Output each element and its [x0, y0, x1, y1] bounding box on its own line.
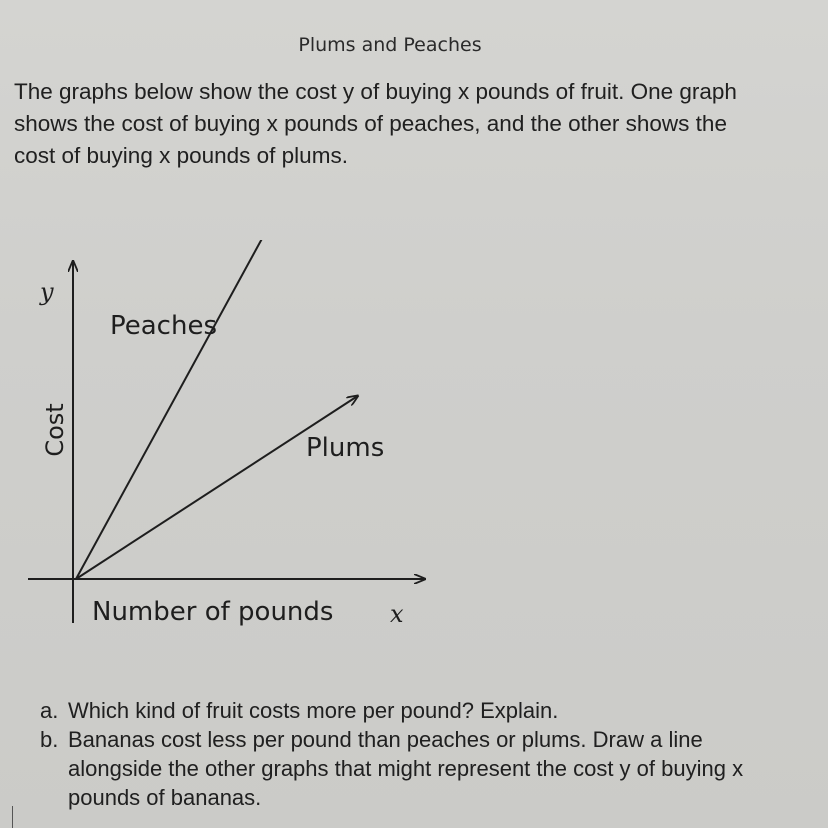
question-a — [40, 696, 800, 725]
series-line-peaches — [76, 240, 272, 579]
series-label-plums: Plums — [306, 433, 385, 463]
question-b — [40, 725, 800, 812]
question-a-marker: a. — [40, 698, 59, 723]
text-cursor-mark — [12, 806, 13, 828]
y-axis-label: Cost — [41, 403, 69, 457]
x-axis-variable: x — [390, 600, 404, 628]
series-label-peaches: Peaches — [110, 311, 217, 341]
page-title: Plums and Peaches — [298, 34, 482, 56]
question-b-marker: b. — [40, 727, 59, 752]
fruit-cost-graph — [0, 240, 480, 640]
series-line-plums — [76, 396, 357, 579]
question-b-text: Bananas cost less per pound than peaches or plums. Draw a line alongside the other graphs that might represent the cost y of buying x pounds of bananas. — [68, 727, 744, 810]
intro-paragraph: The graphs below show the cost y of buying x pounds of fruit. One graph shows the cost of buying x pounds of peaches, and the other shows the cost of buying x pounds of plums. — [14, 79, 737, 168]
question-a-text: Which kind of fruit costs more per pound? Explain. — [68, 698, 559, 723]
x-axis-label: Number of pounds — [92, 597, 334, 627]
question-list — [40, 696, 800, 812]
y-axis-variable: y — [40, 278, 54, 306]
